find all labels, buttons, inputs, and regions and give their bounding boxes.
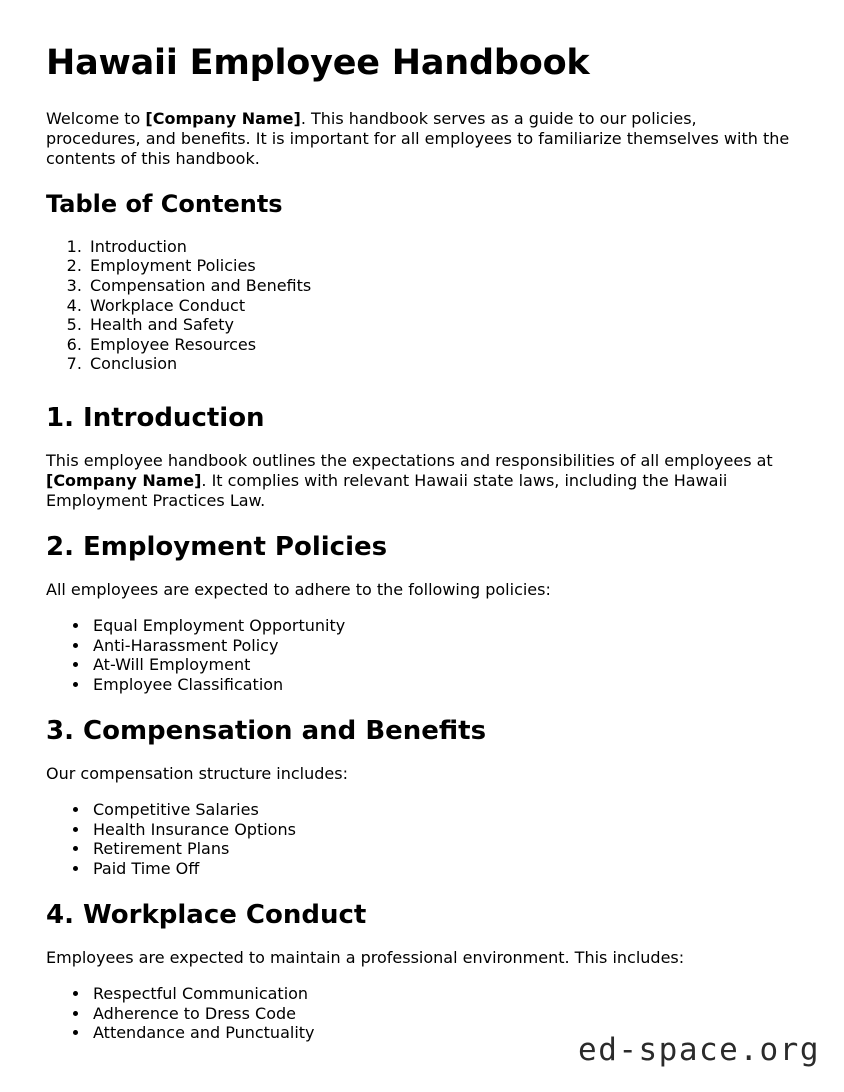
section-text-before: This employee handbook outlines the expectations and responsibilities of all employees at — [46, 450, 773, 470]
section-workplace-conduct — [46, 901, 794, 1043]
list-item: • Health Insurance Options — [90, 820, 794, 840]
toc-item: 2. Employment Policies — [87, 256, 794, 276]
section-lead-workplace-conduct: Employees are expected to maintain a professional environment. This includes: — [46, 947, 685, 967]
toc-heading: Table of Contents — [46, 190, 283, 219]
section-introduction — [46, 404, 794, 511]
bullet-list-employment-policies — [46, 616, 794, 695]
section-paragraph-introduction — [46, 451, 794, 511]
section-compensation-benefits — [46, 717, 794, 879]
table-of-contents — [46, 191, 794, 374]
list-item: • Competitive Salaries — [90, 800, 794, 820]
list-item: • Equal Employment Opportunity — [90, 616, 794, 636]
toc-item: 7. Conclusion — [87, 354, 794, 374]
list-item: • Adherence to Dress Code — [90, 1004, 794, 1024]
intro-paragraph — [46, 109, 794, 169]
list-item: • Anti-Harassment Policy — [90, 636, 794, 656]
section-company-placeholder: [Company Name] — [46, 470, 202, 490]
list-item: • Employee Classification — [90, 675, 794, 695]
intro-company-placeholder: [Company Name] — [145, 109, 301, 129]
watermark: ed-space.org — [578, 1032, 820, 1068]
list-item: • Attendance and Punctuality — [90, 1023, 794, 1043]
intro-text-before: Welcome to — [46, 109, 146, 129]
section-employment-policies — [46, 533, 794, 695]
intro-text-after: . This handbook serves as a guide to our policies, procedures, and benefits. It is important for all employees to familiarize themselves with the contents of this handbook. — [46, 109, 790, 169]
toc-item: 3. Compensation and Benefits — [87, 276, 794, 296]
section-heading-compensation-benefits: 3. Compensation and Benefits — [46, 715, 487, 746]
bullet-list-compensation-benefits — [46, 800, 794, 879]
list-item: • Respectful Communication — [90, 984, 794, 1004]
page-title: Hawaii Employee Handbook — [46, 43, 590, 83]
section-heading-workplace-conduct: 4. Workplace Conduct — [46, 899, 367, 930]
section-text-after: . It complies with relevant Hawaii state laws, including the Hawaii Employment Practices Law. — [46, 470, 728, 510]
toc-item: 1. Introduction — [87, 237, 794, 257]
section-lead-compensation-benefits: Our compensation structure includes: — [46, 763, 348, 783]
section-heading-introduction: 1. Introduction — [46, 402, 265, 433]
list-item: • At-Will Employment — [90, 655, 794, 675]
toc-item: 4. Workplace Conduct — [87, 296, 794, 316]
section-lead-employment-policies: All employees are expected to adhere to the following policies: — [46, 579, 551, 599]
section-heading-employment-policies: 2. Employment Policies — [46, 531, 388, 562]
toc-item: 6. Employee Resources — [87, 335, 794, 355]
toc-list — [46, 237, 794, 374]
list-item: • Paid Time Off — [90, 859, 794, 879]
toc-item: 5. Health and Safety — [87, 315, 794, 335]
list-item: • Retirement Plans — [90, 839, 794, 859]
